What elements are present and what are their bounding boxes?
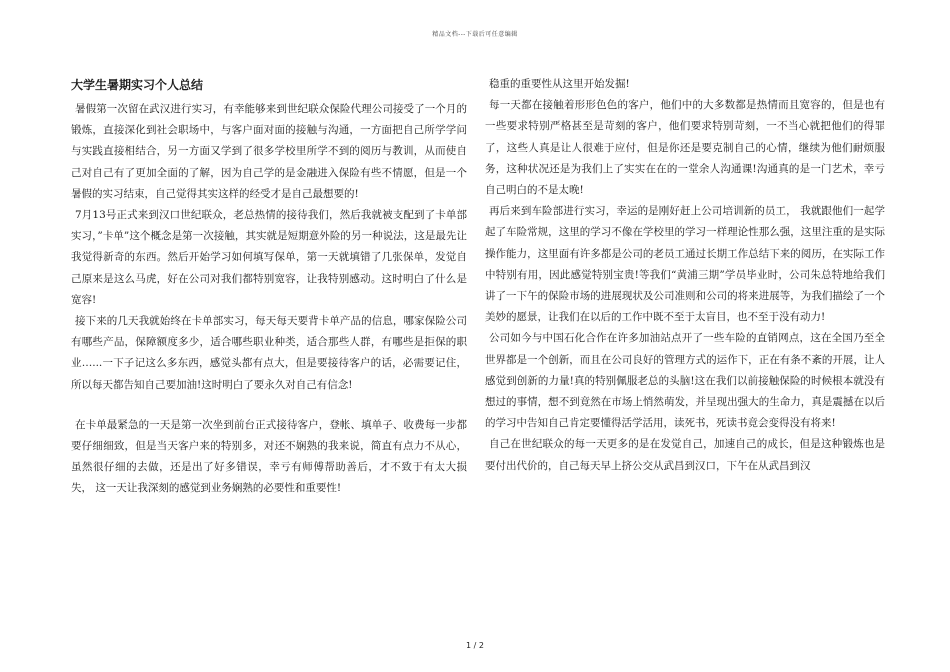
right-column — [485, 74, 885, 477]
document-title: 大学生暑期实习个人总结 — [71, 78, 204, 92]
paragraph: 在卡单最紧急的一天是第一次坐到前台正式接待客户，登帐、填单子、收费每一步都要仔细细致，但是当天客户来的特别多，对还不娴熟的我来说，简直有点力不从心，虽然很仔细的去做，还是出了好多错误，幸亏有师傅帮助善后，才不致于有太大损失， 这一天让我深刻的感觉到业务娴熟的必要性和重要性! — [71, 418, 467, 495]
paragraph: 每一天都在接触着形形色色的客户，他们中的大多数都是热情而且宽容的，但是也有一些要求特别严格甚至是苛刻的客户，他们要求特别苛刻，一不当心就把他们的得罪了，这些人真是让人很难于应付，但是你还是要克制自己的心情，继续为他们耐烦服务，这种状况还是为我们上了实实在在的一堂余人沟通课!沟通真的是一门艺术，幸亏自己明白的不是太晚! — [485, 99, 885, 197]
page-header-note: 精品文档---下载后可任意编辑 — [432, 31, 518, 38]
paragraph: 公司如今与中国石化合作在许多加油站点开了一些车险的直销网点，这在全国乃至全世界都是一个创新，而且在公司良好的管理方式的运作下，正在有条不紊的开展，让人感觉到创新的力量!真的特别佩服老总的头脑!这在我们以前接触保险的时候根本就没有想过的事情，想不到竟然在市场上悄然萌发，并呈现出强大的生命力，真是震撼在以后的学习中告知自己肯定要懂得活学活用，读死书，死读书竟会变得没有将来! — [485, 332, 885, 430]
paragraph: 暑假第一次留在武汉进行实习，有幸能够来到世纪联众保险代理公司接受了一个月的锻炼，直接深化到社会职场中，与客户面对面的接触与沟通，一方面把自己所学学问与实践直接相结合，另一方面又学到了很多学校里所学不到的阅历与教训，从而使自己对自己有了更加全面的了解，因为自己学的是金融进入保险有些不情愿，但是一个暑假的实习结束，自己觉得其实这样的经受才是自己最想要的! — [71, 103, 467, 200]
paragraph: 再后来到车险部进行实习，幸运的是刚好赶上公司培训新的员工， 我就跟他们一起学起了车险常规，这里的学习不像在学校里的学习一样理论性那么强，这里注重的是实际操作能力，这里面有许多都是公司的老员工通过长期工作总结下来的阅历，在实际工作中特别有用，因此感觉特别宝贵!等我们“黄浦三期”学员毕业时，公司朱总特地给我们讲了一下午的保险市场的进展现状及公司准则和公司的将来进展等，为我们描绘了一个美妙的愿景，让我们在以后的工作中既不至于太盲目，也不至于没有动力! — [485, 205, 885, 324]
paragraph: 稳重的重要性从这里开始发掘! — [489, 78, 630, 90]
left-column — [71, 74, 467, 500]
paragraph: 自己在世纪联众的每一天更多的是在发觉自己，加速自己的成长，但是这种锻炼也是要付出代价的，自己每天早上挤公交从武昌到汉口，下午在从武昌到汉 — [485, 438, 885, 472]
paragraph: 接下来的几天我就始终在卡单部实习，每天每天要背卡单产品的信息，哪家保险公司有哪些产品，保障额度多少，适合哪些职业种类，适合那些人群，有哪些是拒保的职业…...一下子记这么多东西，感觉头都有点大，但是要接待客户的话，必需要记住，所以每天都告知自己要加油!这时明白了要永久对自己有信念! — [71, 315, 467, 391]
paragraph: 7月13号正式来到汉口世纪联众，老总热情的接待我们，然后我就被支配到了卡单部实习，”卡单”这个概念是第一次接触，其实就是短期意外险的另一种说法，这是最先让我觉得新奇的东西。然后开始学习如何填写保单，第一天就填错了几张保单，发觉自己原来是这么马虎，好在公司对我们都特别宽容，让我特别感动。这时明白了什么是宽容! — [71, 209, 467, 306]
page-number: 1 / 2 — [466, 641, 484, 650]
